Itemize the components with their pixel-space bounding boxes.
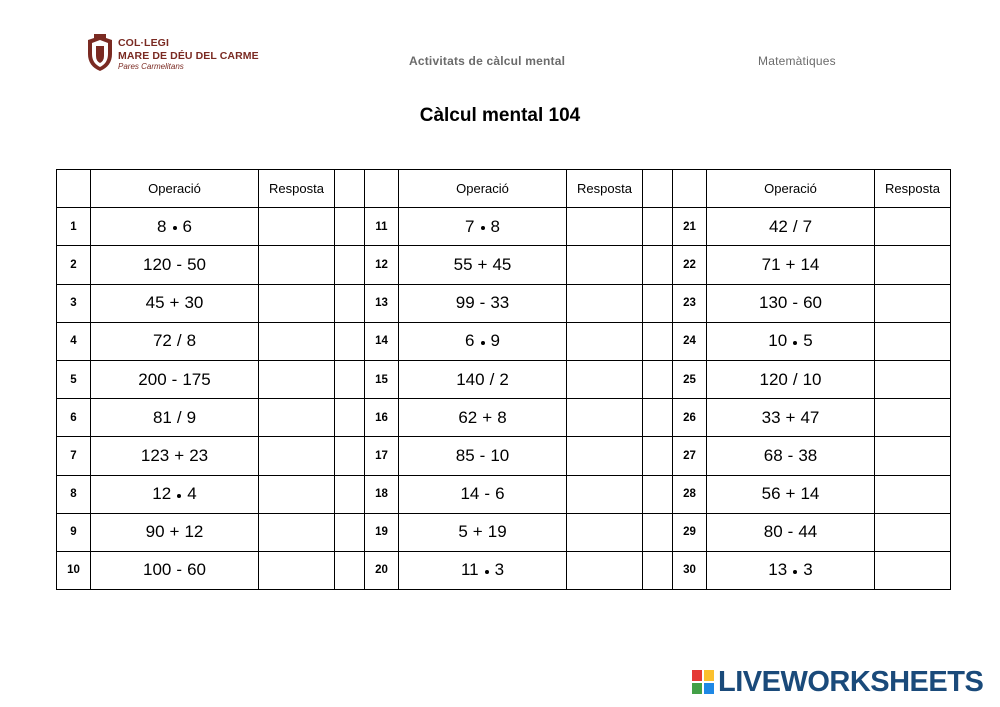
exercise-number: 1	[57, 208, 91, 246]
operator: -	[176, 560, 183, 580]
operator: +	[169, 293, 180, 313]
school-logo	[86, 34, 266, 78]
table-header-row	[57, 170, 951, 208]
exercise-operation	[399, 551, 567, 589]
school-subtitle: Pares Carmelitans	[118, 62, 184, 71]
answer-cell[interactable]	[875, 360, 951, 398]
exercise-operation	[399, 246, 567, 284]
operand-b: 2	[499, 369, 509, 389]
operand-b: 60	[187, 560, 206, 580]
column-gap	[643, 322, 673, 360]
exercise-operation	[707, 246, 875, 284]
answer-cell[interactable]	[259, 437, 335, 475]
operator: +	[169, 522, 180, 542]
exercise-operation	[399, 284, 567, 322]
operand-a: 120	[759, 369, 788, 389]
exercise-number: 29	[673, 513, 707, 551]
exercise-operation	[707, 475, 875, 513]
operand-b: 8	[497, 407, 507, 427]
operator: -	[787, 445, 794, 465]
operand-b: 45	[492, 254, 512, 274]
answer-cell[interactable]	[875, 284, 951, 322]
number-header-2	[365, 170, 399, 208]
liveworksheets-wordmark: LIVEWORKSHEETS	[718, 666, 984, 698]
answer-cell[interactable]	[567, 513, 643, 551]
column-gap	[643, 399, 673, 437]
operand-b: 8	[490, 216, 500, 236]
operation-header-2: Operació	[399, 170, 567, 208]
operand-a: 45	[145, 293, 165, 313]
operand-b: 60	[803, 293, 822, 313]
exercise-operation	[707, 208, 875, 246]
operand-b: 3	[494, 560, 505, 580]
exercise-number: 22	[673, 246, 707, 284]
exercise-operation	[91, 284, 259, 322]
school-name-line2: MARE DE DÉU DEL CARME	[118, 49, 259, 62]
column-gap	[335, 437, 365, 475]
operand-b: 23	[189, 445, 209, 465]
operand-a: 7	[465, 216, 475, 236]
answer-cell[interactable]	[875, 246, 951, 284]
operator: +	[785, 484, 796, 504]
exercise-number: 23	[673, 284, 707, 322]
operator: +	[785, 407, 796, 427]
operator: /	[792, 216, 798, 236]
column-gap	[335, 360, 365, 398]
answer-cell[interactable]	[259, 475, 335, 513]
answer-header-3: Resposta	[875, 170, 951, 208]
exercise-number: 28	[673, 475, 707, 513]
operand-a: 100	[143, 560, 172, 580]
exercise-operation	[91, 399, 259, 437]
operand-a: 12	[152, 484, 172, 504]
operator: -	[479, 293, 486, 313]
exercise-number: 30	[673, 551, 707, 589]
exercise-number: 19	[365, 513, 399, 551]
exercise-number: 14	[365, 322, 399, 360]
number-header-1	[57, 170, 91, 208]
header-subject: Matemàtiques	[758, 54, 836, 68]
answer-cell[interactable]	[567, 360, 643, 398]
exercise-number: 2	[57, 246, 91, 284]
operator: /	[176, 407, 182, 427]
header-activity: Activitats de càlcul mental	[409, 54, 566, 68]
multiply-dot-icon	[173, 226, 177, 230]
exercise-number: 16	[365, 399, 399, 437]
exercise-operation	[707, 437, 875, 475]
shield-crest-icon	[86, 34, 114, 72]
multiply-dot-icon	[485, 570, 489, 574]
column-gap	[643, 360, 673, 398]
multiply-dot-icon	[481, 226, 485, 230]
table-row	[57, 360, 951, 398]
operand-a: 71	[761, 254, 781, 274]
operand-a: 62	[458, 407, 478, 427]
answer-cell[interactable]	[567, 246, 643, 284]
operand-b: 14	[800, 254, 820, 274]
answer-cell[interactable]	[567, 399, 643, 437]
exercise-operation	[91, 360, 259, 398]
exercise-operation	[91, 322, 259, 360]
exercise-operation	[91, 475, 259, 513]
exercise-number: 4	[57, 322, 91, 360]
answer-cell[interactable]	[567, 551, 643, 589]
exercise-table	[56, 169, 951, 590]
table-row	[57, 322, 951, 360]
operand-b: 38	[798, 445, 818, 465]
operand-a: 8	[157, 216, 167, 236]
column-gap	[643, 208, 673, 246]
exercise-number: 8	[57, 475, 91, 513]
number-header-3	[673, 170, 707, 208]
answer-cell[interactable]	[567, 437, 643, 475]
answer-cell[interactable]	[567, 322, 643, 360]
answer-cell[interactable]	[259, 360, 335, 398]
operand-a: 56	[761, 484, 781, 504]
operand-b: 50	[187, 254, 206, 274]
operand-b: 7	[802, 216, 813, 236]
operand-a: 10	[768, 331, 788, 351]
operand-b: 30	[184, 293, 204, 313]
exercise-number: 25	[673, 360, 707, 398]
table-row	[57, 284, 951, 322]
operand-a: 14	[460, 484, 480, 504]
answer-header-1: Resposta	[259, 170, 335, 208]
operator: +	[785, 254, 796, 274]
operand-a: 68	[763, 445, 783, 465]
answer-cell[interactable]	[875, 551, 951, 589]
operator: +	[472, 522, 483, 542]
operation-header-1: Operació	[91, 170, 259, 208]
operand-a: 90	[145, 522, 165, 542]
page-title: Càlcul mental 104	[419, 105, 581, 126]
exercise-number: 6	[57, 399, 91, 437]
column-gap	[335, 551, 365, 589]
answer-header-2: Resposta	[567, 170, 643, 208]
answer-cell[interactable]	[259, 399, 335, 437]
exercise-operation	[707, 513, 875, 551]
operator: -	[787, 522, 794, 542]
column-gap	[643, 551, 673, 589]
answer-cell[interactable]	[567, 284, 643, 322]
operand-b: 6	[182, 216, 192, 236]
column-gap	[643, 437, 673, 475]
table-row	[57, 513, 951, 551]
exercise-number: 13	[365, 284, 399, 322]
exercise-operation	[91, 551, 259, 589]
answer-cell[interactable]	[567, 475, 643, 513]
exercise-number: 20	[365, 551, 399, 589]
operator: +	[477, 254, 488, 274]
operator: +	[174, 445, 185, 465]
operand-a: 72	[152, 331, 172, 351]
answer-cell[interactable]	[259, 322, 335, 360]
exercise-number: 18	[365, 475, 399, 513]
operator: -	[479, 445, 486, 465]
column-gap	[335, 399, 365, 437]
column-gap	[335, 284, 365, 322]
operand-b: 9	[186, 407, 197, 427]
exercise-number: 17	[365, 437, 399, 475]
column-gap	[335, 208, 365, 246]
column-gap	[643, 475, 673, 513]
answer-cell[interactable]	[259, 513, 335, 551]
column-gap	[335, 322, 365, 360]
operand-a: 6	[465, 331, 475, 351]
table-row	[57, 399, 951, 437]
answer-cell[interactable]	[875, 513, 951, 551]
exercise-number: 27	[673, 437, 707, 475]
column-gap	[335, 513, 365, 551]
exercise-number: 21	[673, 208, 707, 246]
answer-cell[interactable]	[875, 475, 951, 513]
operand-b: 14	[800, 484, 820, 504]
operand-b: 44	[798, 522, 818, 542]
exercise-operation	[707, 399, 875, 437]
exercise-number: 12	[365, 246, 399, 284]
answer-cell[interactable]	[259, 284, 335, 322]
exercise-operation	[399, 208, 567, 246]
exercise-number: 26	[673, 399, 707, 437]
operand-b: 3	[803, 560, 813, 580]
column-gap	[643, 246, 673, 284]
answer-cell[interactable]	[567, 208, 643, 246]
column-gap	[335, 246, 365, 284]
exercise-operation	[91, 513, 259, 551]
operator: -	[792, 293, 799, 313]
exercise-operation	[399, 475, 567, 513]
answer-cell[interactable]	[259, 208, 335, 246]
table-row	[57, 208, 951, 246]
multiply-dot-icon	[177, 494, 181, 498]
operand-a: 55	[453, 254, 473, 274]
exercise-number: 15	[365, 360, 399, 398]
answer-cell[interactable]	[875, 437, 951, 475]
operand-b: 19	[487, 522, 507, 542]
operand-a: 130	[759, 293, 788, 313]
operand-a: 140	[456, 369, 485, 389]
exercise-number: 5	[57, 360, 91, 398]
school-name-line1: COL·LEGI	[118, 37, 169, 49]
exercise-operation	[707, 551, 875, 589]
answer-cell[interactable]	[875, 322, 951, 360]
answer-cell[interactable]	[259, 551, 335, 589]
operand-a: 81	[152, 407, 172, 427]
operator: /	[176, 331, 182, 351]
operand-b: 4	[187, 484, 197, 504]
exercise-operation	[91, 246, 259, 284]
answer-cell[interactable]	[259, 246, 335, 284]
exercise-number: 11	[365, 208, 399, 246]
column-gap	[643, 284, 673, 322]
exercise-operation	[707, 360, 875, 398]
operator: /	[792, 369, 798, 389]
operand-b: 47	[800, 407, 820, 427]
operator: -	[176, 254, 183, 274]
exercise-number: 10	[57, 551, 91, 589]
operand-a: 123	[140, 445, 170, 465]
table-row	[57, 475, 951, 513]
operand-b: 175	[182, 369, 211, 389]
column-gap	[643, 170, 673, 208]
exercise-operation	[399, 360, 567, 398]
operand-a: 120	[143, 254, 172, 274]
exercise-operation	[399, 437, 567, 475]
operand-b: 12	[184, 522, 204, 542]
operand-b: 10	[490, 445, 510, 465]
answer-cell[interactable]	[875, 399, 951, 437]
operand-a: 11	[460, 560, 479, 580]
operand-b: 33	[490, 293, 510, 313]
exercise-operation	[399, 399, 567, 437]
operation-header-3: Operació	[707, 170, 875, 208]
exercise-operation	[707, 284, 875, 322]
operator: -	[484, 484, 491, 504]
liveworksheets-blocks-icon	[692, 670, 714, 694]
column-gap	[335, 170, 365, 208]
exercise-number: 9	[57, 513, 91, 551]
operand-a: 80	[763, 522, 783, 542]
operand-a: 85	[455, 445, 475, 465]
exercise-operation	[707, 322, 875, 360]
operator: -	[171, 369, 178, 389]
operand-b: 5	[803, 331, 813, 351]
exercise-operation	[91, 437, 259, 475]
operand-a: 200	[138, 369, 167, 389]
table-row	[57, 246, 951, 284]
operand-b: 9	[490, 331, 500, 351]
column-gap	[335, 475, 365, 513]
multiply-dot-icon	[793, 570, 797, 574]
operator: /	[489, 369, 495, 389]
table-row	[57, 551, 951, 589]
operand-a: 42	[768, 216, 788, 236]
operand-b: 10	[802, 369, 822, 389]
operand-b: 8	[186, 331, 197, 351]
operand-a: 5	[458, 522, 468, 542]
exercise-operation	[399, 513, 567, 551]
operator: +	[482, 407, 493, 427]
exercise-number: 3	[57, 284, 91, 322]
exercise-number: 7	[57, 437, 91, 475]
answer-cell[interactable]	[875, 208, 951, 246]
exercise-number: 24	[673, 322, 707, 360]
exercise-operation	[91, 208, 259, 246]
table-row	[57, 437, 951, 475]
operand-a: 33	[761, 407, 781, 427]
multiply-dot-icon	[481, 341, 485, 345]
operand-a: 99	[455, 293, 475, 313]
operand-b: 6	[495, 484, 505, 504]
exercise-operation	[399, 322, 567, 360]
multiply-dot-icon	[793, 341, 797, 345]
column-gap	[643, 513, 673, 551]
operand-a: 13	[768, 560, 788, 580]
